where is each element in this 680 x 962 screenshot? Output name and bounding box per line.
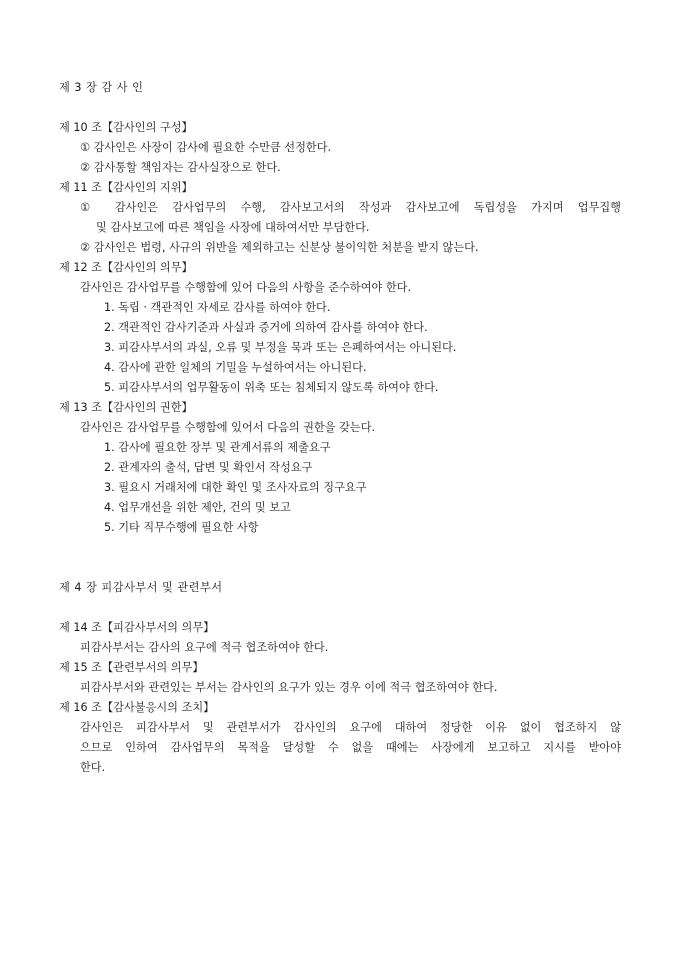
article-11-heading: 제 11 조【감사인의 지위】 — [59, 181, 193, 194]
article-16-body-line-2: 으므로 인하여 감사업무의 목적을 달성할 수 없을 때에는 사장에게 보고하고 지시를 받아야 — [80, 741, 621, 754]
article-13-item-1: 1. 감사에 필요한 장부 및 관계서류의 제출요구 — [104, 441, 331, 454]
chapter-4-title: 제 4 장 피감사부서 및 관련부서 — [59, 581, 223, 594]
article-11-item-2: ② 감사인은 법령, 사규의 위반을 제외하고는 신분상 불이익한 처분을 받지 않는다. — [80, 241, 479, 254]
article-12-item-5: 5. 피감사부서의 업무활동이 위축 또는 침체되지 않도록 하여야 한다. — [104, 381, 439, 394]
article-13-heading: 제 13 조【감사인의 권한】 — [59, 401, 193, 414]
article-12-item-2: 2. 객관적인 감사기준과 사실과 증거에 의하여 감사를 하여야 한다. — [104, 321, 428, 334]
article-16-body-line-3: 한다. — [80, 761, 106, 774]
article-13-item-5: 5. 기타 직무수행에 필요한 사항 — [104, 521, 259, 534]
article-15-body: 피감사부서와 관련있는 부서는 감사인의 요구가 있는 경우 이에 적극 협조하여야 한다. — [80, 681, 498, 694]
article-16-body-line-1: 감사인은 피감사부서 및 관련부서가 감사인의 요구에 대하여 정당한 이유 없이 협조하지 않 — [80, 721, 621, 734]
article-13-item-3: 3. 필요시 거래처에 대한 확인 및 조사자료의 징구요구 — [104, 481, 367, 494]
article-15-heading: 제 15 조【관련부서의 의무】 — [59, 661, 204, 674]
article-10-heading: 제 10 조【감사인의 구성】 — [59, 121, 193, 134]
article-12-item-3: 3. 피감사부서의 과실, 오류 및 부정을 묵과 또는 은폐하여서는 아니된다. — [104, 341, 457, 354]
article-12-item-1: 1. 독립 · 객관적인 자세로 감사를 하여야 한다. — [104, 301, 331, 314]
article-16-heading: 제 16 조【감사불응시의 조치】 — [59, 701, 215, 714]
article-10-item-1: ① 감사인은 사장이 감사에 필요한 수만큼 선정한다. — [80, 141, 332, 154]
article-11-item-1-line-2: 및 감사보고에 따른 책임을 사장에 대하여서만 부담한다. — [96, 221, 370, 234]
article-14-heading: 제 14 조【피감사부서의 의무】 — [59, 621, 215, 634]
article-10-item-2: ② 감사통할 책임자는 감사실장으로 한다. — [80, 161, 281, 174]
article-12-heading: 제 12 조【감사인의 의무】 — [59, 261, 193, 274]
article-12-item-4: 4. 감사에 관한 일체의 기밀을 누설하여서는 아니된다. — [104, 361, 367, 374]
chapter-3-title: 제 3 장 감 사 인 — [59, 81, 144, 94]
article-13-intro: 감사인은 감사업무를 수행함에 있어서 다음의 권한을 갖는다. — [80, 421, 376, 434]
article-13-item-2: 2. 관계자의 출석, 답변 및 확인서 작성요구 — [104, 461, 313, 474]
article-13-item-4: 4. 업무개선을 위한 제안, 건의 및 보고 — [104, 501, 291, 514]
article-14-body: 피감사부서는 감사의 요구에 적극 협조하여야 한다. — [80, 641, 329, 654]
article-11-item-1-line-1: ① 감사인은 감사업무의 수행, 감사보고서의 작성과 감사보고에 독립성을 가지며 업무집행 — [80, 201, 621, 214]
article-12-intro: 감사인은 감사업무를 수행함에 있어 다음의 사항을 준수하여야 한다. — [80, 281, 412, 294]
